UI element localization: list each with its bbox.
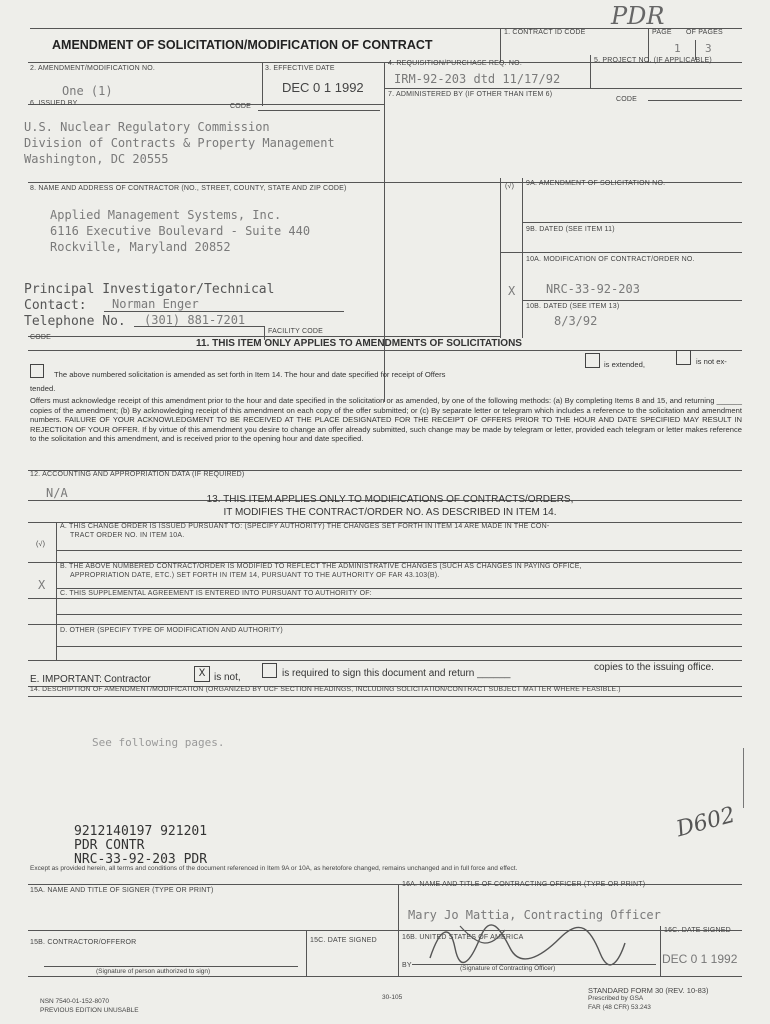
handwritten-d602: D602: [673, 802, 738, 843]
far-label: FAR (48 CFR) 53.243: [588, 1004, 651, 1011]
administered-by-label: 7. ADMINISTERED BY (IF OTHER THAN ITEM 6): [388, 91, 553, 98]
nsn-label: NSN 7540-01-152-8070: [40, 998, 110, 1005]
item-14-body: See following pages.: [92, 736, 225, 749]
item-11-line1: The above numbered solicitation is amended as set forth in Item 14. The hour and date specified for receipt of Offers: [54, 370, 446, 379]
effective-date-label: 3. EFFECTIVE DATE: [265, 65, 335, 72]
item-13-heading-1: 13. THIS ITEM APPLIES ONLY TO MODIFICATIONS OF CONTRACTS/ORDERS,: [206, 494, 574, 505]
standard-form-label: STANDARD FORM 30 (REV. 10-83): [588, 986, 709, 995]
issued-by-label: 6. ISSUED BY: [30, 100, 78, 107]
item-16b-label: 16B. UNITED STATES OF AMERICA: [402, 934, 524, 941]
issued-by-code-label: CODE: [230, 103, 252, 110]
page-label: PAGE: [652, 29, 672, 36]
contractor-line-3: Rockville, Maryland 20852: [50, 240, 231, 254]
date-signed-value: DEC 0 1 1992: [662, 952, 738, 966]
form-title: AMENDMENT OF SOLICITATION/MODIFICATION OF CONTRACT: [52, 38, 433, 52]
item-15a-label: 15A. NAME AND TITLE OF SIGNER (TYPE OR PRINT): [30, 887, 214, 894]
contractor-check-col: (√): [505, 183, 515, 190]
item-12-label: 12. ACCOUNTING AND APPROPRIATION DATA (IF REQUIRED): [30, 471, 245, 478]
item-10a-label: 10A. MODIFICATION OF CONTRACT/ORDER NO.: [526, 256, 695, 263]
item-9b-label: 9B. DATED (SEE ITEM 11): [526, 226, 615, 233]
effective-date-value: DEC 0 1 1992: [282, 80, 364, 95]
item-13d-label: D. OTHER (SPECIFY TYPE OF MODIFICATION AND AUTHORITY): [60, 627, 283, 634]
contractor-code-label: CODE: [30, 334, 52, 341]
sig-officer-label: (Signature of Contracting Officer): [460, 965, 556, 972]
contractor-line-1: Applied Management Systems, Inc.: [50, 208, 282, 222]
item-10b-label: 10B. DATED (SEE ITEM 13): [526, 303, 620, 310]
item-13c-label: C. THIS SUPPLEMENTAL AGREEMENT IS ENTERED INTO PURSUANT TO AUTHORITY OF:: [60, 590, 372, 597]
of-pages-label: OF PAGES: [686, 29, 723, 36]
copies-label: copies to the issuing office.: [594, 662, 714, 673]
item-12-value: N/A: [46, 486, 68, 500]
except-text: Except as provided herein, all terms and conditions of the document referenced in Item 9A or 10A, as heretofore changed, remains unchanged and in full force and effect.: [30, 865, 518, 872]
form-number: 30-105: [382, 994, 403, 1001]
is-required-label: is required to sign this document and return ______: [282, 668, 511, 679]
is-not-checkbox[interactable]: X: [194, 666, 210, 682]
contractor-word: Contractor: [104, 674, 151, 685]
facility-code-label: FACILITY CODE: [268, 328, 323, 335]
extended-checkbox[interactable]: [585, 353, 600, 368]
requisition-label: 4. REQUISITION/PURCHASE REQ. NO.: [388, 60, 522, 67]
item-15b-label: 15B. CONTRACTOR/OFFEROR: [30, 939, 137, 946]
not-extended-checkbox[interactable]: [676, 350, 691, 365]
extended-label: is extended,: [604, 360, 645, 369]
item-10a-mark: X: [508, 284, 516, 298]
is-required-checkbox[interactable]: [262, 663, 277, 678]
telephone-value: (301) 881-7201: [144, 313, 246, 327]
contract-id-label: 1. CONTRACT ID CODE: [504, 29, 586, 36]
contact-label: Contact:: [24, 298, 87, 313]
item-16c-label: 16C. DATE SIGNED: [664, 927, 731, 934]
pi-line: Principal Investigator/Technical: [24, 282, 275, 297]
item-15c-label: 15C. DATE SIGNED: [310, 937, 377, 944]
issuer-line-3: Washington, DC 20555: [24, 152, 169, 166]
sig-person-label: (Signature of person authorized to sign): [96, 968, 211, 975]
item-13b-label-2: APPROPRIATION DATE, ETC.) SET FORTH IN ITEM 14, PURSUANT TO THE AUTHORITY OF FAR 43.103(B).: [70, 572, 440, 579]
telephone-label: Telephone No.: [24, 314, 126, 329]
pdr-nrc-line: NRC-33-92-203 PDR: [74, 852, 208, 867]
item-10b-value: 8/3/92: [554, 314, 598, 328]
item-16a-label: 16A. NAME AND TITLE OF CONTRACTING OFFICER (TYPE OR PRINT): [402, 881, 646, 888]
item-10a-value: NRC-33-92-203: [546, 282, 640, 296]
item-13-heading-2: IT MODIFIES THE CONTRACT/ORDER NO. AS DESCRIBED IN ITEM 14.: [223, 507, 557, 518]
amendment-no-label: 2. AMENDMENT/MODIFICATION NO.: [30, 65, 156, 72]
item-9a-label: 9A. AMENDMENT OF SOLICITATION NO.: [526, 180, 666, 187]
important-label: E. IMPORTANT:: [30, 674, 102, 685]
by-label: BY: [402, 962, 412, 969]
amendment-no-value: One (1): [62, 84, 113, 98]
issuer-line-2: Division of Contracts & Property Management: [24, 136, 335, 150]
contracting-officer-signature: [420, 918, 630, 968]
contractor-line-2: 6116 Executive Boulevard - Suite 440: [50, 224, 311, 238]
is-not-label: is not,: [214, 672, 241, 683]
item-13a-label: A. THIS CHANGE ORDER IS ISSUED PURSUANT TO: (SPECIFY AUTHORITY) THE CHANGES SET FORTH IN ITEM 14 ARE MADE IN THE CON-: [60, 523, 550, 530]
not-extended-label: is not ex-: [696, 357, 727, 366]
tended-label: tended.: [30, 384, 56, 393]
item-13a-label-2: TRACT ORDER NO. IN ITEM 10A.: [70, 532, 185, 539]
contact-name: Norman Enger: [112, 297, 199, 311]
item-14-label: 14. DESCRIPTION OF AMENDMENT/MODIFICATION (ORGANIZED BY UCF SECTION HEADINGS, INCLUDING SOLICITATION/CONTRACT SUBJECT MATTER WHERE FEASIBLE.): [30, 686, 621, 693]
item-13b-mark: X: [38, 578, 46, 592]
requisition-value: IRM-92-203 dtd 11/17/92: [394, 72, 561, 86]
item-11-paragraph: Offers must acknowledge receipt of this amendment prior to the hour and date specified in the solicitation or as amended, by one of the following methods: (a) By completing Items 8 and 15, and returning ______ copies of the amendment; (b) By acknowledging receipt of this amendment on each copy of the offer submitted; or (c) By separate letter or telegram which includes a reference to the solicitation and amendment numbers. FAILURE OF YOUR ACKNOWLEDGMENT TO BE RECEIVED AT THE PLACE DESIGNATED FOR THE RECEIPT OF OFFERS PRIOR TO THE HOUR AND DATE SPECIFIED MAY RESULT IN REJECTION OF YOUR OFFER. If by virtue of this amendment you desire to change an offer already submitted, such change may be made by telegram or letter, provided each telegram or letter makes reference to the solicitation and this amendment, and is received prior to the opening hour and date specified.: [30, 396, 742, 444]
item-11-checkbox[interactable]: [30, 364, 44, 378]
issuer-line-1: U.S. Nuclear Regulatory Commission: [24, 120, 270, 134]
pdr-doc-number: 9212140197 921201: [74, 824, 208, 839]
previous-edition-label: PREVIOUS EDITION UNUSABLE: [40, 1007, 139, 1014]
item-11-heading: 11. THIS ITEM ONLY APPLIES TO AMENDMENTS OF SOLICITATIONS: [196, 338, 522, 349]
administered-code-label: CODE: [616, 96, 638, 103]
handwritten-pdr: PDR: [611, 2, 665, 30]
project-no-label: 5. PROJECT NO. (IF APPLICABLE): [594, 57, 712, 64]
pdr-contr-line: PDR CONTR: [74, 838, 145, 853]
item-13-check-col: (√): [36, 541, 46, 548]
page-number: 1: [674, 42, 681, 55]
contractor-label: 8. NAME AND ADDRESS OF CONTRACTOR (NO., STREET, COUNTY, STATE AND ZIP CODE): [30, 185, 347, 192]
item-13b-label: B. THE ABOVE NUMBERED CONTRACT/ORDER IS MODIFIED TO REFLECT THE ADMINISTRATIVE CHANGES (SUCH AS CHANGES IN PAYING OFFICE,: [60, 563, 582, 570]
contracting-officer-name: Mary Jo Mattia, Contracting Officer: [408, 908, 661, 922]
total-pages: 3: [705, 42, 712, 55]
prescribed-by-label: Prescribed by GSA: [588, 995, 644, 1002]
